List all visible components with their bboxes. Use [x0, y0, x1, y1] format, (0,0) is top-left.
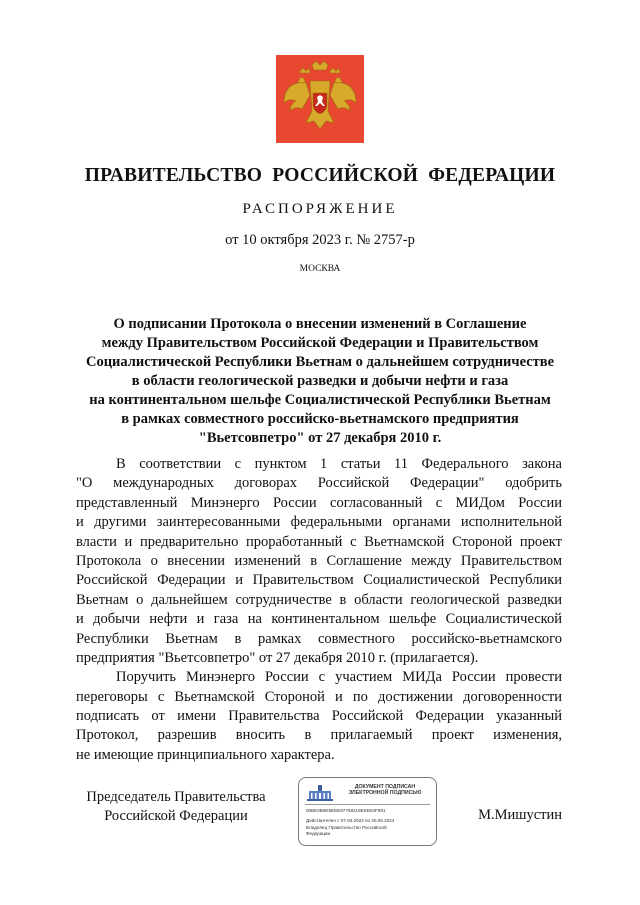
body-line: подписать от имени Правительства Российской Федерации указанный [76, 708, 562, 725]
signatory-name: М.Мишустин [478, 807, 562, 823]
emblem-icon [276, 55, 364, 143]
subject-line: Социалистической Республики Вьетнам о дальнейшем сотрудничестве [85, 354, 555, 370]
body-line: Протокол, разрешив вносить в прилагаемый проект изменения, [76, 727, 562, 744]
body-line: власти и предварительно проработанный с Вьетнамской Стороной проект [76, 533, 562, 550]
body-line: Протокола о внесении изменений в Соглашение между Правительством [76, 552, 562, 569]
stamp-divider [305, 804, 430, 805]
signatory-position-line: Российской Федерации [104, 808, 248, 825]
body-line: В соответствии с пунктом 1 статьи 11 Федерального закона [116, 456, 562, 472]
document-subject [70, 315, 570, 448]
stamp-title-line: ДОКУМЕНТ ПОДПИСАН [354, 784, 416, 790]
stamp-owner: Федерации [306, 831, 331, 836]
subject-line: на континентальном шельфе Социалистической Республики Вьетнам [89, 392, 551, 408]
body-line: Поручить Минэнерго России с участием МИДа России провести [116, 669, 562, 686]
stamp-owner: Владелец Правительство Российской [306, 825, 387, 830]
stamp-title-line: ЭЛЕКТРОННОЙ ПОДПИСЬЮ [348, 790, 422, 796]
subject-line: О подписании Протокола о внесении изменений в Соглашение [113, 316, 527, 332]
subject-line: между Правительством Российской Федерации и Правительством [101, 335, 539, 351]
subject-line: в области геологической разведки и добычи нефти и газа [131, 373, 509, 389]
document-type: РАСПОРЯЖЕНИЕ [242, 201, 398, 217]
body-line: предприятия "Вьетсовпетро" от 27 декабря 2010 г. (прилагается). [76, 649, 479, 666]
body-line: и добычи нефти и газа на континентальном шельфе Социалистической [76, 611, 562, 628]
electronic-signature-stamp [298, 777, 437, 846]
stamp-validity: Действителен с 07.03.2023 по 30.05.2024 [306, 818, 395, 823]
stamp-title [337, 784, 433, 796]
body-line: Российской Федерации и Правительством Социалистической Республики [76, 572, 562, 589]
subject-line: "Вьетсовпетро" от 27 декабря 2010 г. [198, 430, 442, 446]
signatory-position-line: Председатель Правительства [86, 789, 266, 805]
stamp-serial: 00BE0B6E5EEE87768219EEB04F891 [306, 808, 386, 813]
government-building-icon [305, 783, 335, 803]
body-line: "О международных договорах Российской Федерации" одобрить [76, 475, 562, 492]
subject-line: в рамках совместного российско-вьетнамского предприятия [121, 411, 519, 427]
body-line: Вьетнам о дальнейшем сотрудничестве в области геологической разведки [76, 591, 562, 608]
government-title: ПРАВИТЕЛЬСТВО РОССИЙСКОЙ ФЕДЕРАЦИИ [84, 165, 556, 186]
body-line: и другими заинтересованными федеральными органами исполнительной [76, 514, 562, 531]
body-line: Республики Вьетнам в рамках совместного российско-вьетнамского [76, 630, 562, 647]
signatory-position [76, 788, 276, 827]
body-line: переговоры с Вьетнамской Стороной и по достижении договоренности [76, 688, 562, 705]
document-body [76, 455, 562, 765]
body-line: не имеющие принципиального характера. [76, 746, 335, 763]
body-line: представленный Минэнерго России согласованный с МИДом России [76, 494, 562, 511]
document-city: МОСКВА [299, 264, 341, 274]
document-date-number: от 10 октября 2023 г. № 2757-р [225, 232, 415, 248]
